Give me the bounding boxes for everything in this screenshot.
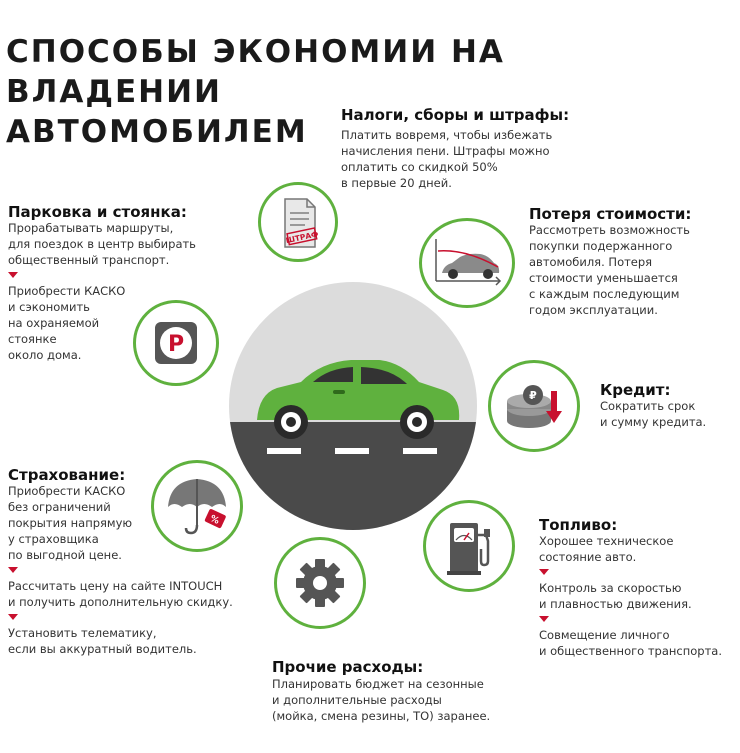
svg-text:₽: ₽ xyxy=(529,389,537,402)
taxes-heading: Налоги, сборы и штрафы: xyxy=(341,106,570,124)
depreciation-icon-circle xyxy=(419,218,515,308)
car-on-road-icon xyxy=(229,282,477,530)
gear-icon xyxy=(277,540,363,626)
parking-sign-icon xyxy=(136,303,216,383)
title-line-1: СПОСОБЫ ЭКОНОМИИ НА ВЛАДЕНИИ xyxy=(6,34,505,110)
coins-down-arrow-icon xyxy=(491,363,577,449)
depreciation-heading: Потеря стоимости: xyxy=(529,205,692,223)
insurance-icon-circle xyxy=(151,460,243,552)
insurance-heading: Страхование: xyxy=(8,466,126,484)
central-car-illustration xyxy=(229,282,477,530)
taxes-text: Платить вовремя, чтобы избежать начисления пени. Штрафы можно оплатить со скидкой 50% в первые 20 дней. xyxy=(341,128,553,190)
umbrella-percent-icon xyxy=(154,463,240,549)
credit-text: Сократить срок и сумму кредита. xyxy=(600,399,707,429)
fuel-items xyxy=(539,533,722,659)
fuel-icon-circle xyxy=(423,500,515,592)
parking-item-2: Приобрести КАСКО и сэкономить на охраняемой стоянке около дома. xyxy=(8,284,126,362)
bullet-arrow-icon xyxy=(8,272,18,278)
parking-heading: Парковка и стоянка: xyxy=(8,203,187,221)
fuel-item-3: Совмещение личного и общественного транспорта. xyxy=(539,628,722,658)
other-icon-circle xyxy=(274,537,366,629)
bullet-arrow-icon xyxy=(8,567,18,573)
parking-sign-label: P xyxy=(167,332,185,357)
fuel-item-2: Контроль за скоростью и плавностью движения. xyxy=(539,581,692,611)
car-graph-icon xyxy=(422,221,512,305)
fuel-item-1: Хорошее техническое состояние авто. xyxy=(539,534,674,564)
other-text: Планировать бюджет на сезонные и дополнительные расходы (мойка, смена резины, ТО) заранее. xyxy=(272,677,491,723)
parking-icon-circle xyxy=(133,300,219,386)
credit-heading: Кредит: xyxy=(600,381,671,399)
fuel-heading: Топливо: xyxy=(539,516,618,534)
bullet-arrow-icon xyxy=(8,614,18,620)
depreciation-text: Рассмотреть возможность покупки подержанного автомобиля. Потеря стоимости уменьшается с каждым последующим годом эксплуатации. xyxy=(529,223,690,317)
insurance-item-3: Установить телематику, если вы аккуратный водитель. xyxy=(8,626,197,656)
taxes-icon-circle xyxy=(258,182,338,262)
other-heading: Прочие расходы: xyxy=(272,658,424,676)
credit-icon-circle xyxy=(488,360,580,452)
insurance-item-2: Рассчитать цену на сайте INTOUCH и получить дополнительную скидку. xyxy=(8,579,233,609)
insurance-item-1: Приобрести КАСКО без ограничений покрытия напрямую у страховщика по выгодной цене. xyxy=(8,484,133,562)
parking-item-1: Прорабатывать маршруты, для поездок в центр выбирать общественный транспорт. xyxy=(8,221,196,267)
insurance-tag-label: % xyxy=(208,513,221,527)
title-line-2: АВТОМОБИЛЕМ xyxy=(6,114,308,150)
fine-stamp-label: ШТРАФ xyxy=(284,229,320,246)
bullet-arrow-icon xyxy=(539,616,549,622)
bullet-arrow-icon xyxy=(539,569,549,575)
document-fine-icon xyxy=(261,185,335,259)
fuel-pump-icon xyxy=(426,503,512,589)
